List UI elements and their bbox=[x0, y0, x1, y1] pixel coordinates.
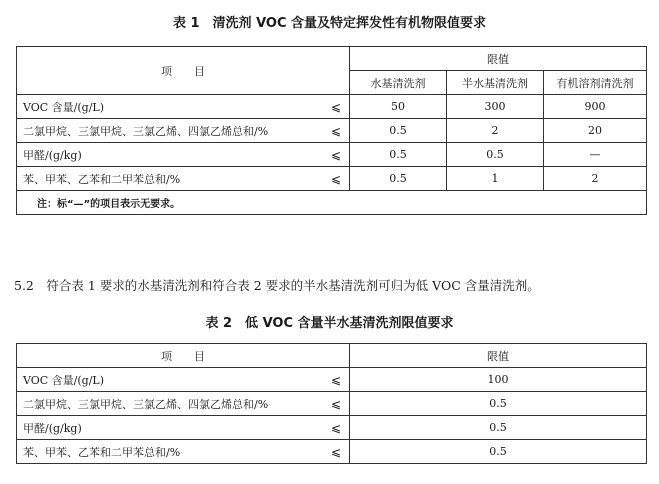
item-label: 二氯甲烷、三氯甲烷、三氯乙烯、四氯乙烯总和/% bbox=[23, 124, 269, 138]
table-row bbox=[17, 167, 647, 191]
item-label: VOC 含量/(g/L) bbox=[23, 100, 105, 114]
value-cell: — bbox=[544, 143, 647, 167]
table1-header-limit: 限值 bbox=[350, 47, 647, 71]
value-cell: 1 bbox=[447, 167, 544, 191]
leq-symbol: ⩽ bbox=[330, 396, 341, 411]
leq-symbol: ⩽ bbox=[330, 147, 341, 162]
item-label: 二氯甲烷、三氯甲烷、三氯乙烯、四氯乙烯总和/% bbox=[23, 397, 269, 411]
value-cell: 100 bbox=[350, 368, 647, 392]
value-cell: 50 bbox=[350, 95, 447, 119]
table2 bbox=[16, 343, 647, 464]
table-row bbox=[17, 392, 647, 416]
table-row bbox=[17, 416, 647, 440]
table1-note: 注：标“—”的项目表示无要求。 bbox=[17, 191, 647, 215]
table2-caption: 表 2 低 VOC 含量半水基清洗剂限值要求 bbox=[205, 316, 454, 331]
item-label: 甲醛/(g/kg) bbox=[23, 421, 82, 435]
value-cell: 20 bbox=[544, 119, 647, 143]
table2-header-limit: 限值 bbox=[350, 344, 647, 368]
leq-symbol: ⩽ bbox=[330, 99, 341, 114]
value-cell: 900 bbox=[544, 95, 647, 119]
table-row bbox=[17, 119, 647, 143]
value-cell: 0.5 bbox=[350, 119, 447, 143]
leq-symbol: ⩽ bbox=[330, 123, 341, 138]
leq-symbol: ⩽ bbox=[330, 444, 341, 459]
value-cell: 0.5 bbox=[350, 143, 447, 167]
item-label: 苯、甲苯、乙苯和二甲苯总和/% bbox=[23, 445, 181, 459]
value-cell: 0.5 bbox=[447, 143, 544, 167]
table1-subheader: 有机溶剂清洗剂 bbox=[544, 71, 647, 95]
value-cell: 2 bbox=[447, 119, 544, 143]
value-cell: 0.5 bbox=[350, 440, 647, 464]
value-cell: 300 bbox=[447, 95, 544, 119]
table-row bbox=[17, 368, 647, 392]
item-label: VOC 含量/(g/L) bbox=[23, 373, 105, 387]
value-cell: 0.5 bbox=[350, 416, 647, 440]
table-row bbox=[17, 440, 647, 464]
table1 bbox=[16, 46, 647, 215]
table1-caption: 表 1 清洗剂 VOC 含量及特定挥发性有机物限值要求 bbox=[172, 16, 487, 31]
table1-subheader: 水基清洗剂 bbox=[350, 71, 447, 95]
table2-header-item: 项 目 bbox=[17, 344, 350, 368]
table1-subheader: 半水基清洗剂 bbox=[447, 71, 544, 95]
table1-header-item: 项 目 bbox=[17, 47, 350, 95]
leq-symbol: ⩽ bbox=[330, 372, 341, 387]
value-cell: 0.5 bbox=[350, 392, 647, 416]
item-label: 苯、甲苯、乙苯和二甲苯总和/% bbox=[23, 172, 181, 186]
section-5-2-paragraph: 5.2 符合表 1 要求的水基清洗剂和符合表 2 要求的半水基清洗剂可归为低 VOC 含量清洗剂。 bbox=[14, 278, 540, 293]
value-cell: 2 bbox=[544, 167, 647, 191]
leq-symbol: ⩽ bbox=[330, 420, 341, 435]
item-label: 甲醛/(g/kg) bbox=[23, 148, 82, 162]
value-cell: 0.5 bbox=[350, 167, 447, 191]
leq-symbol: ⩽ bbox=[330, 171, 341, 186]
table-row bbox=[17, 95, 647, 119]
table-row bbox=[17, 143, 647, 167]
